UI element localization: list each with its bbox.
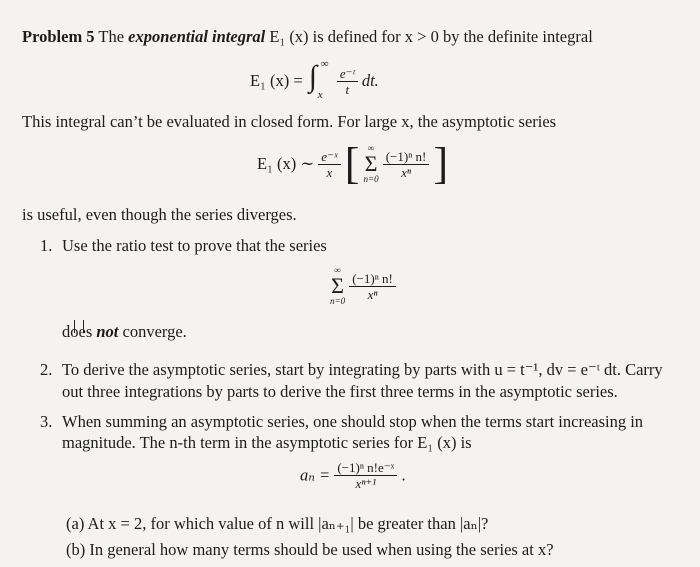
an-fraction [334, 460, 397, 491]
def-numerator: e⁻ᵗ [339, 65, 355, 81]
item-1-text: Use the ratio test to prove that the series [62, 236, 327, 255]
def-fraction [337, 66, 358, 97]
item-1-series [330, 266, 396, 306]
problem-label: Problem 5 [22, 27, 95, 46]
def-denominator: t [337, 81, 358, 97]
asymptotic-equation [257, 139, 449, 188]
def-lhs: E₁ (x) = [250, 71, 303, 90]
item-2-line-2: out three integrations by parts to derive the first three terms in the asymptotic series. [62, 382, 618, 401]
item-2-line-1: To derive the asymptotic series, start by integrating by parts with u = t⁻¹, dv = e⁻ᵗ dt. Carry [62, 360, 663, 379]
item-2-number: 2. [40, 360, 53, 379]
not-emphasis: not [96, 322, 119, 341]
item-1-term-num: (−1)ⁿ n! [352, 270, 393, 286]
integral-lower: x [317, 89, 323, 101]
item-3-line-2: magnitude. The n-th term in the asymptotic series for E₁ (x) is [62, 433, 472, 452]
paragraph-3: is useful, even though the series diverges. [22, 205, 297, 224]
integral-glyph: ∫ [308, 60, 317, 93]
asym-lhs: E₁ (x) ∼ [257, 154, 315, 173]
problem-intro [22, 27, 593, 47]
item-3-sub-b: (b) In general how many terms should be used when using the series at x? [66, 540, 554, 559]
item-1-sum [330, 266, 345, 306]
asym-term-den: xⁿ [383, 164, 430, 180]
asym-term [383, 149, 430, 180]
asym-prefactor-den: x [318, 164, 340, 180]
item-1-number: 1. [40, 236, 53, 255]
conclusion-text-a: does [62, 322, 93, 341]
item-3-number: 3. [40, 412, 53, 431]
an-lhs: aₙ = [300, 465, 331, 485]
item-1-sum-upper: ∞ [334, 265, 341, 275]
left-bracket: [ [344, 139, 360, 188]
intro-text-b: E₁ (x) is defined for x > 0 by the definite integral [269, 27, 593, 46]
asym-prefactor-num: e⁻ˣ [321, 148, 338, 164]
item-3-line-1: When summing an asymptotic series, one should stop when the terms start increasing in [62, 412, 644, 431]
asym-term-num: (−1)ⁿ n! [385, 148, 427, 164]
sigma-glyph: Σ [331, 273, 344, 298]
item-1-term-den: xⁿ [349, 286, 396, 302]
text-cursor-icon [74, 320, 84, 333]
paragraph-2: This integral can’t be evaluated in closed form. For large x, the asymptotic series [22, 112, 557, 131]
term-emphasis: exponential integral [128, 27, 266, 46]
an-denominator: xⁿ⁺¹ [334, 475, 397, 491]
intro-text-a: The [98, 27, 125, 46]
right-bracket: ] [433, 139, 449, 188]
sigma-glyph: Σ [364, 151, 378, 176]
integral-upper: ∞ [320, 58, 329, 70]
an-numerator: (−1)ⁿ n!e⁻ˣ [337, 460, 395, 475]
definition-equation [250, 58, 379, 101]
asym-sum-lower: n=0 [363, 174, 379, 184]
item-1-term [349, 271, 396, 302]
asym-prefactor [318, 149, 340, 180]
def-tail: dt. [361, 71, 379, 90]
item-3-sub-a: (a) At x = 2, for which value of n will |aₙ₊₁| be greater than |aₙ|? [66, 514, 489, 533]
an-tail: . [401, 465, 406, 485]
an-equation [300, 460, 406, 491]
asym-sum-upper: ∞ [367, 143, 375, 153]
item-1-sum-lower: n=0 [330, 296, 346, 306]
conclusion-text-b: converge. [122, 322, 187, 341]
asym-sum [364, 144, 379, 184]
integral-sign [307, 58, 333, 101]
